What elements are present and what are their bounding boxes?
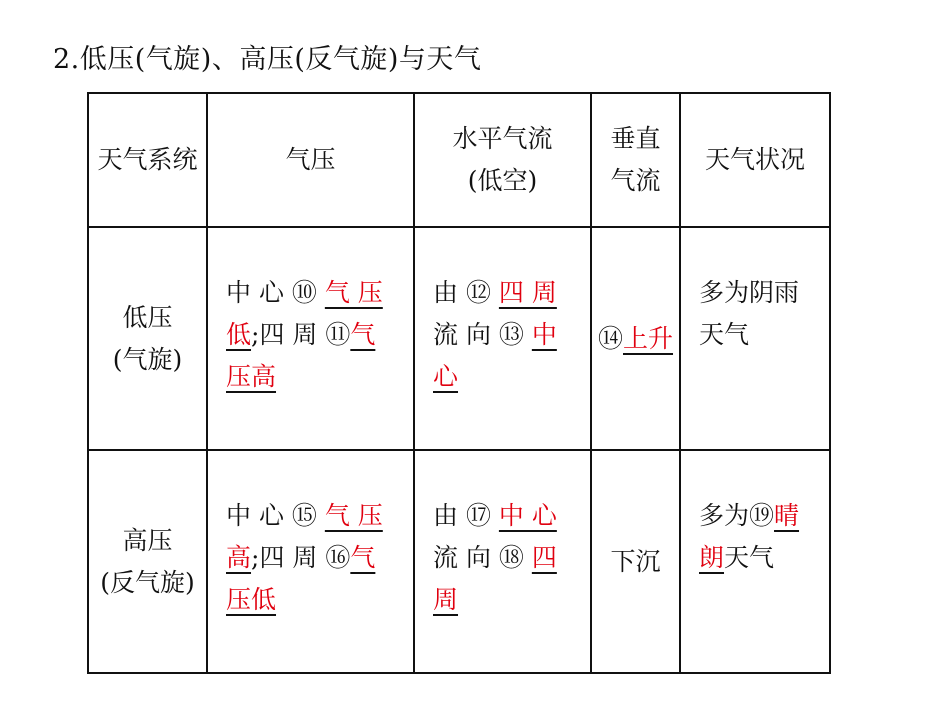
section-heading: 2.低压(气旋)、高压(反气旋)与天气 <box>53 44 482 75</box>
header-weather-condition: 天气状况 <box>680 93 830 227</box>
table-header-row <box>88 93 830 227</box>
answer-16: 气 压低 <box>226 543 376 614</box>
cell-high-weather: 多为⑲晴朗天气 <box>680 450 830 673</box>
header-horizontal-airflow: 水平气流 (低空) <box>414 93 591 227</box>
answer-17: 中 心 <box>498 501 557 530</box>
answer-14: 上升 <box>623 323 674 353</box>
header-pressure: 气压 <box>207 93 414 227</box>
answer-11: 气 压高 <box>226 320 376 391</box>
cell-low-weather: 多为阴雨天气 <box>680 227 830 450</box>
answer-12: 四 周 <box>498 278 557 307</box>
cell-low-vertical: ⑭上升 <box>591 227 680 450</box>
cell-low-system: 低压 (气旋) <box>88 227 207 450</box>
header-vertical-airflow: 垂直 气流 <box>591 93 680 227</box>
cell-high-horizontal: 由 ⑰ 中 心 流 向 ⑱ 四 周 <box>414 450 591 673</box>
cell-high-pressure: 中 心 ⑮ 气 压 高;四 周 ⑯气 压低 <box>207 450 414 673</box>
answer-13: 中 心 <box>433 320 557 391</box>
answer-15: 气 压 高 <box>226 501 383 572</box>
header-weather-system: 天气系统 <box>88 93 207 227</box>
answer-19: 晴朗 <box>699 501 800 572</box>
cell-low-pressure: 中 心 ⑩ 气 压 低;四 周 ⑪气 压高 <box>207 227 414 450</box>
table-row-low-pressure <box>88 227 830 450</box>
cell-low-horizontal: 由 ⑫ 四 周 流 向 ⑬ 中 心 <box>414 227 591 450</box>
cell-high-vertical: 下沉 <box>591 450 680 673</box>
answer-18: 四 周 <box>433 543 557 614</box>
cell-high-system: 高压 (反气旋) <box>88 450 207 673</box>
weather-system-table <box>87 92 831 674</box>
answer-10: 气 压 低 <box>226 278 383 349</box>
table-row-high-pressure <box>88 450 830 673</box>
